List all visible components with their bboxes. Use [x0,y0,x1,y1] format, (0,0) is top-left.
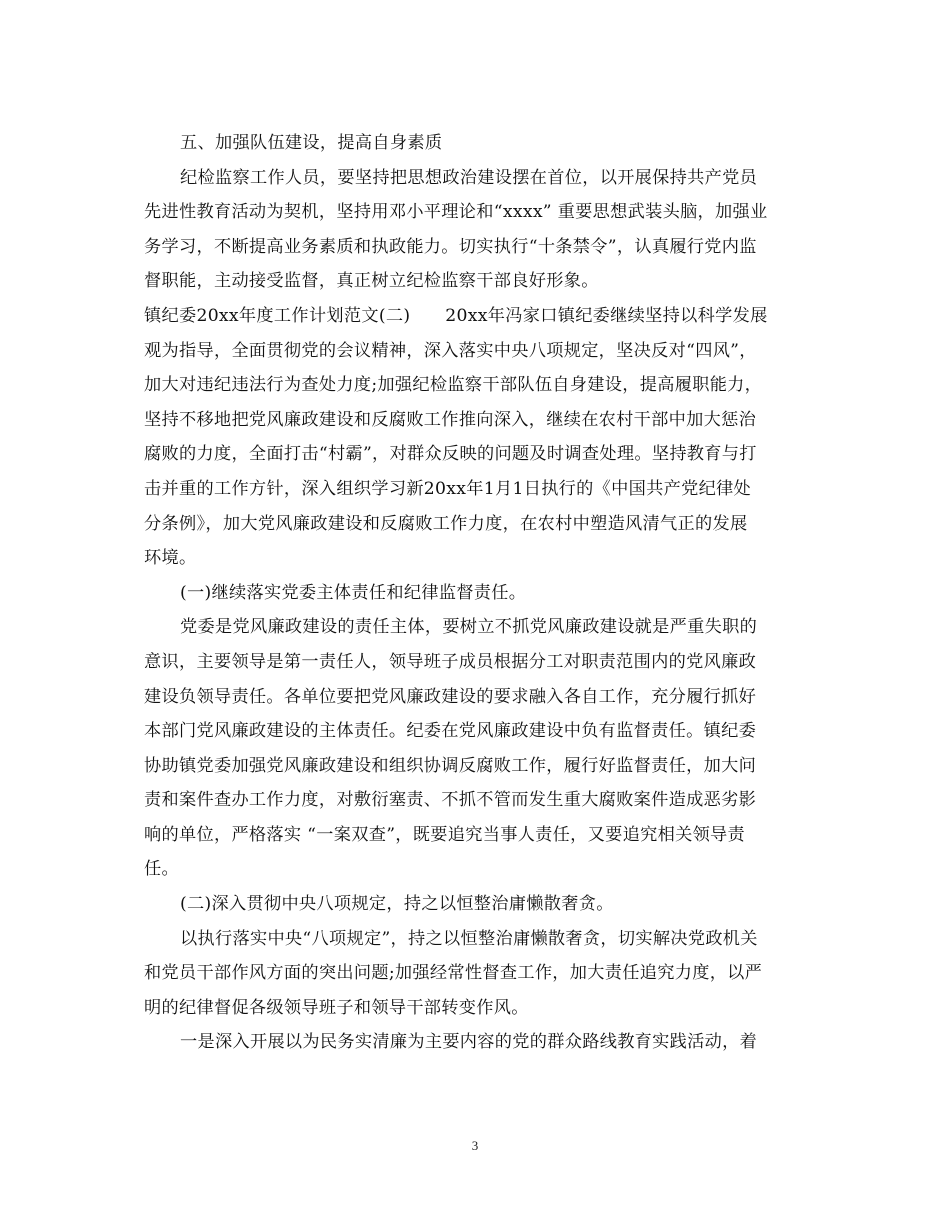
subsection-heading: (一)继续落实党委主体责任和纪律监督责任。 [180,582,527,603]
text-line: 协助镇党委加强党风廉政建设和组织协调反腐败工作，履行好监督责任，加大问 [144,755,757,776]
text-line: 响的单位，严格落实 “一案双查”，既要追究当事人责任，又要追究相关领导责 [144,824,746,845]
text-line: 任。 [144,859,179,880]
text-line: 先进性教育活动为契机，坚持用邓小平理论和“xxxx” 重要思想武装头脑，加强业 [144,202,768,223]
text-line: 纪检监察工作人员，要坚持把思想政治建设摆在首位，以开展保持共产党员 [180,167,758,188]
text-line: 本部门党风廉政建设的主体责任。纪委在党风廉政建设中负有监督责任。镇纪委 [144,721,757,742]
text-line: 意识，主要领导是第一责任人，领导班子成员根据分工对职责范围内的党风廉政 [144,651,757,672]
text-line: 和党员干部作风方面的突出问题;加强经常性督查工作，加大责任追究力度，以严 [144,963,763,984]
text-line: 分条例》，加大党风廉政建设和反腐败工作力度，在农村中塑造风清气正的发展 [144,513,748,534]
text-line: 腐败的力度，全面打击“村霸”，对群众反映的问题及时调查处理。坚持教育与打 [144,444,757,465]
text-line: 责和案件查办工作力度，对敷衍塞责、不抓不管而发生重大腐败案件造成恶劣影 [144,790,757,811]
subsection-heading: (二)深入贯彻中央八项规定，持之以恒整治庸懒散奢贪。 [180,894,614,915]
section-heading: 五、加强队伍建设，提高自身素质 [180,133,443,153]
text-line: 击并重的工作方针，深入组织学习新20xx年1月1日执行的《中国共产党纪律处 [144,478,752,499]
text-line: 观为指导，全面贯彻党的会议精神，深入落实中央八项规定，坚决反对“四风”， [144,340,757,361]
text-line: 建设负领导责任。各单位要把党风廉政建设的要求融入各自工作，充分履行抓好 [144,686,757,707]
document-body [144,126,807,1060]
text-line: 务学习，不断提高业务素质和执政能力。切实执行“十条禁令”，认真履行党内监 [144,236,757,257]
text-line: 坚持不移地把党风廉政建设和反腐败工作推向深入，继续在农村干部中加大惩治 [144,409,757,430]
text-line: 环境。 [144,548,197,569]
text-line: 明的纪律督促各级领导班子和领导干部转变作风。 [144,997,529,1018]
text-line: 镇纪委20xx年度工作计划范文(二) 20xx年冯家口镇纪委继续坚持以科学发展 [144,305,768,326]
text-line: 以执行落实中央“八项规定”，持之以恒整治庸懒散奢贪，切实解决党政机关 [180,928,758,949]
page-number: 3 [471,1138,479,1153]
text-line: 一是深入开展以为民务实清廉为主要内容的党的群众路线教育实践活动，着 [180,1032,758,1053]
text-line: 督职能，主动接受监督，真正树立纪检监察干部良好形象。 [144,271,599,292]
text-line: 党委是党风廉政建设的责任主体，要树立不抓党风廉政建设就是严重失职的 [180,617,758,638]
text-line: 加大对违纪违法行为查处力度;加强纪检监察干部队伍自身建设，提高履职能力， [144,375,763,396]
